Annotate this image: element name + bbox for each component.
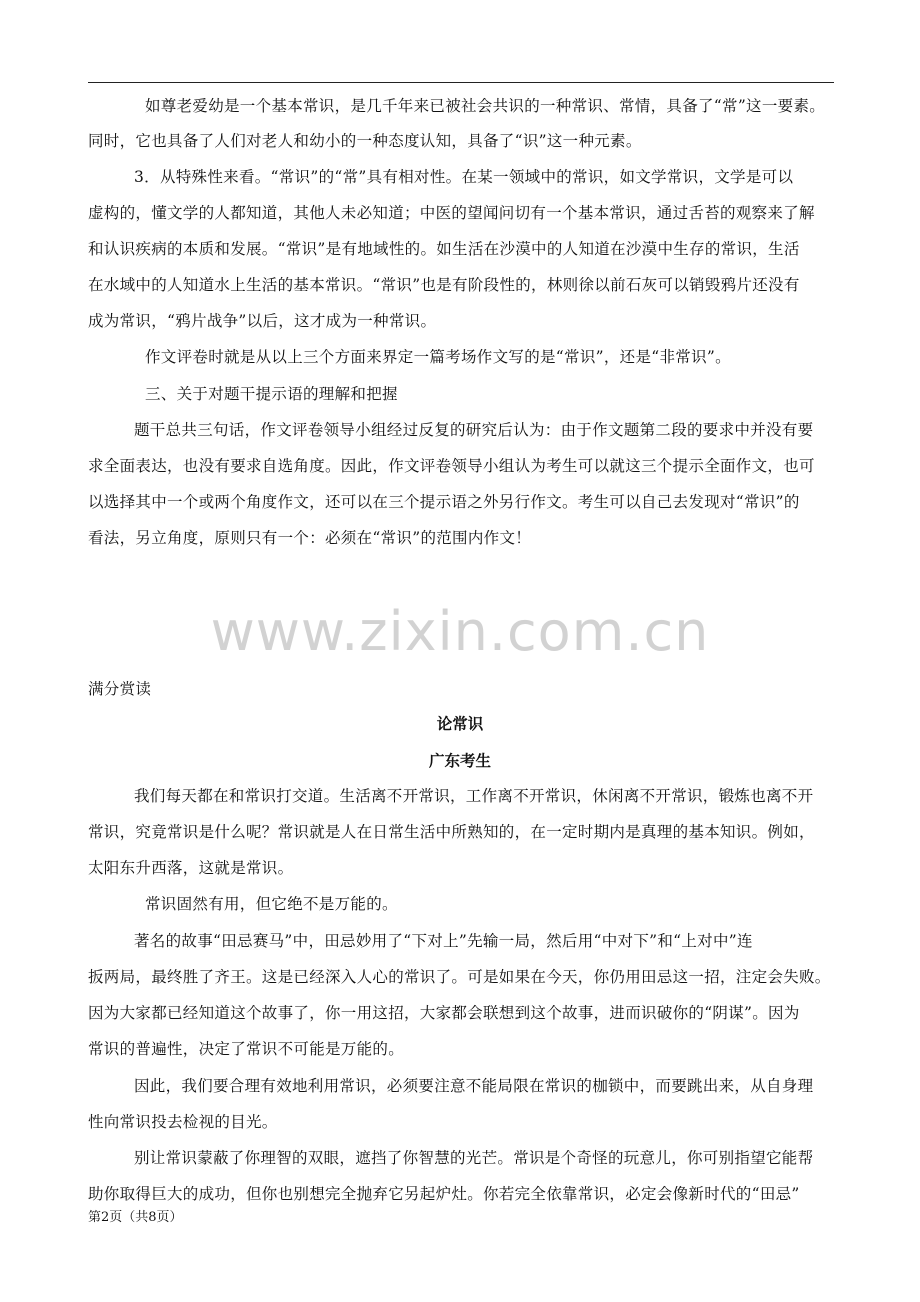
paragraph-line: 虚构的，懂文学的人都知道，其他人未必知道；中医的望闻问切有一个基本常识，通过舌苔的观察来了解 <box>88 204 815 222</box>
paragraph-line: 求全面表达，也没有要求自选角度。因此，作文评卷领导小组认为考生可以就这三个提示全面作文，也可 <box>88 457 815 475</box>
paragraph-line: 别让常识蒙蔽了你理智的双眼，遮挡了你智慧的光芒。常识是个奇怪的玩意儿，你可别指望它能帮 <box>134 1149 814 1167</box>
header-rule <box>88 82 834 83</box>
paragraph-line: 我们每天都在和常识打交道。生活离不开常识，工作离不开常识，休闲离不开常识，锻炼也离不开 <box>134 787 814 805</box>
paragraph-line: 性向常识投去检视的目光。 <box>88 1113 278 1131</box>
essay-author: 广东考生 <box>428 752 491 770</box>
paragraph-line: 著名的故事“田忌赛马”中，田忌妙用了“下对上”先输一局，然后用“中对下”和“上对中”连 <box>134 932 753 950</box>
paragraph-line: 太阳东升西落，这就是常识。 <box>88 859 294 877</box>
paragraph-line: 常识，究竟常识是什么呢？常识就是人在日常生活中所熟知的，在一定时期内是真理的基本知识。例如， <box>88 823 815 841</box>
paragraph-line: 成为常识，“鸦片战争”以后，这才成为一种常识。 <box>88 312 437 330</box>
section-label: 满分赏读 <box>88 680 152 698</box>
paragraph-line: 和认识疾病的本质和发展。“常识”是有地域性的。如生活在沙漠中的人知道在沙漠中生存的常识，生活 <box>88 240 800 258</box>
paragraph-line: 同时，它也具备了人们对老人和幼小的一种态度认知，具备了“识”这一种元素。 <box>88 132 642 150</box>
paragraph-line: 扳两局，最终胜了齐王。这是已经深入人心的常识了。可是如果在今天，你仍用田忌这一招，注定会失败。 <box>88 968 831 986</box>
paragraph-line: 如尊老爱幼是一个基本常识，是几千年来已被社会共识的一种常识、常情，具备了“常”这一要素。 <box>145 97 826 115</box>
paragraph-line: 因此，我们要合理有效地利用常识，必须要注意不能局限在常识的枷锁中，而要跳出来，从自身理 <box>134 1077 814 1095</box>
page-footer: 第2页（共8页） <box>88 1210 183 1225</box>
paragraph-line: 因为大家都已经知道这个故事了，你一用这招，大家都会联想到这个故事，进而识破你的“阴谋”。因为 <box>88 1004 800 1022</box>
paragraph-line: 以选择其中一个或两个角度作文，还可以在三个提示语之外另行作文。考生可以自己去发现对“常识”的 <box>88 493 800 511</box>
paragraph-line: 3．从特殊性来看。“常识”的“常”具有相对性。在某一领域中的常识，如文学常识，文学是可以 <box>134 168 794 186</box>
paragraph-line: 常识的普遍性，决定了常识不可能是万能的。 <box>88 1040 405 1058</box>
watermark: www.zixin.com.cn <box>210 600 710 663</box>
paragraph-line: 助你取得巨大的成功，但你也别想完全抛弃它另起炉灶。你若完全依靠常识，必定会像新时代的“田忌” <box>88 1185 800 1203</box>
section-heading: 三、关于对题干提示语的理解和把握 <box>145 385 398 403</box>
paragraph-line: 题干总共三句话，作文评卷领导小组经过反复的研究后认为：由于作文题第二段的要求中并没有要 <box>134 421 814 439</box>
paragraph-line: 看法，另立角度，原则只有一个：必须在“常识”的范围内作文！ <box>88 529 532 547</box>
paragraph-line: 作文评卷时就是从以上三个方面来界定一篇考场作文写的是“常识”，还是“非常识”。 <box>145 348 731 366</box>
paragraph-line: 常识固然有用，但它绝不是万能的。 <box>145 895 398 913</box>
paragraph-line: 在水域中的人知道水上生活的基本常识。“常识”也是有阶段性的，林则徐以前石灰可以销毁鸦片还没有 <box>88 276 800 294</box>
essay-title: 论常识 <box>436 715 484 733</box>
